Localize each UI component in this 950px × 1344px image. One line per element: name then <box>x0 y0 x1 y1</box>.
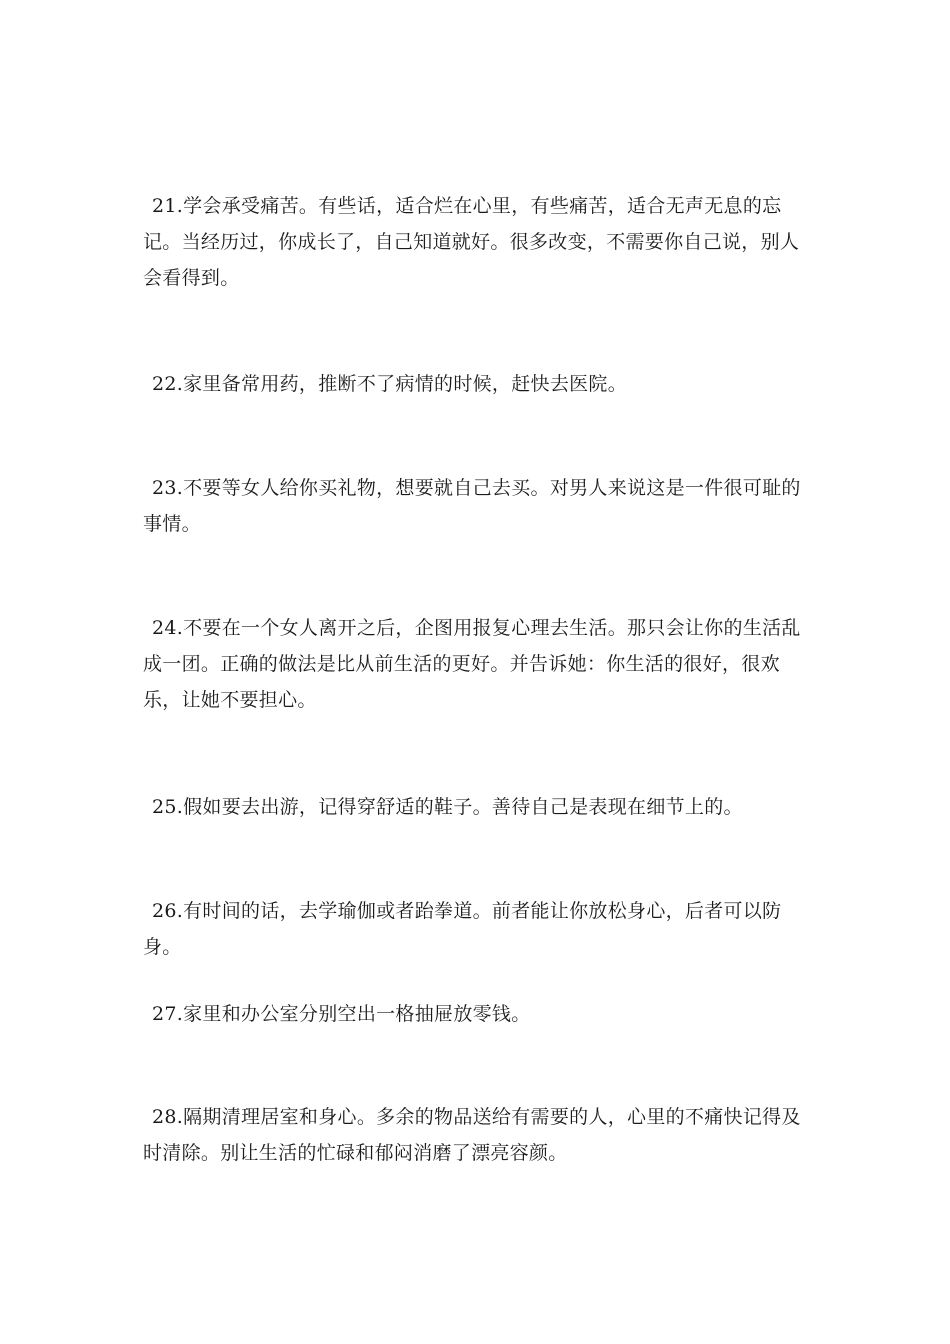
paragraph-26: 26.有时间的话，去学瑜伽或者跆拳道。前者能让你放松身心，后者可以防身。 <box>143 900 782 958</box>
paragraph-23: 23.不要等女人给你买礼物，想要就自己去买。对男人来说这是一件很可耻的事情。 <box>143 477 801 535</box>
paragraph-27: 27.家里和办公室分别空出一格抽屉放零钱。 <box>152 1003 531 1025</box>
paragraph-25: 25.假如要去出游，记得穿舒适的鞋子。善待自己是表现在细节上的。 <box>152 796 743 818</box>
paragraph-24: 24.不要在一个女人离开之后，企图用报复心理去生活。那只会让你的生活乱成一团。正确的做法是比从前生活的更好。并告诉她：你生活的很好，很欢乐，让她不要担心。 <box>143 617 801 711</box>
paragraph-28: 28.隔期清理居室和身心。多余的物品送给有需要的人，心里的不痛快记得及时清除。别让生活的忙碌和郁闷消磨了漂亮容颜。 <box>143 1106 801 1164</box>
paragraph-22: 22.家里备常用药，推断不了病情的时候，赶快去医院。 <box>152 373 628 395</box>
paragraph-21: 21.学会承受痛苦。有些话，适合烂在心里，有些痛苦，适合无声无息的忘记。当经历过，你成长了，自己知道就好。很多改变，不需要你自己说，别人会看得到。 <box>143 195 800 289</box>
